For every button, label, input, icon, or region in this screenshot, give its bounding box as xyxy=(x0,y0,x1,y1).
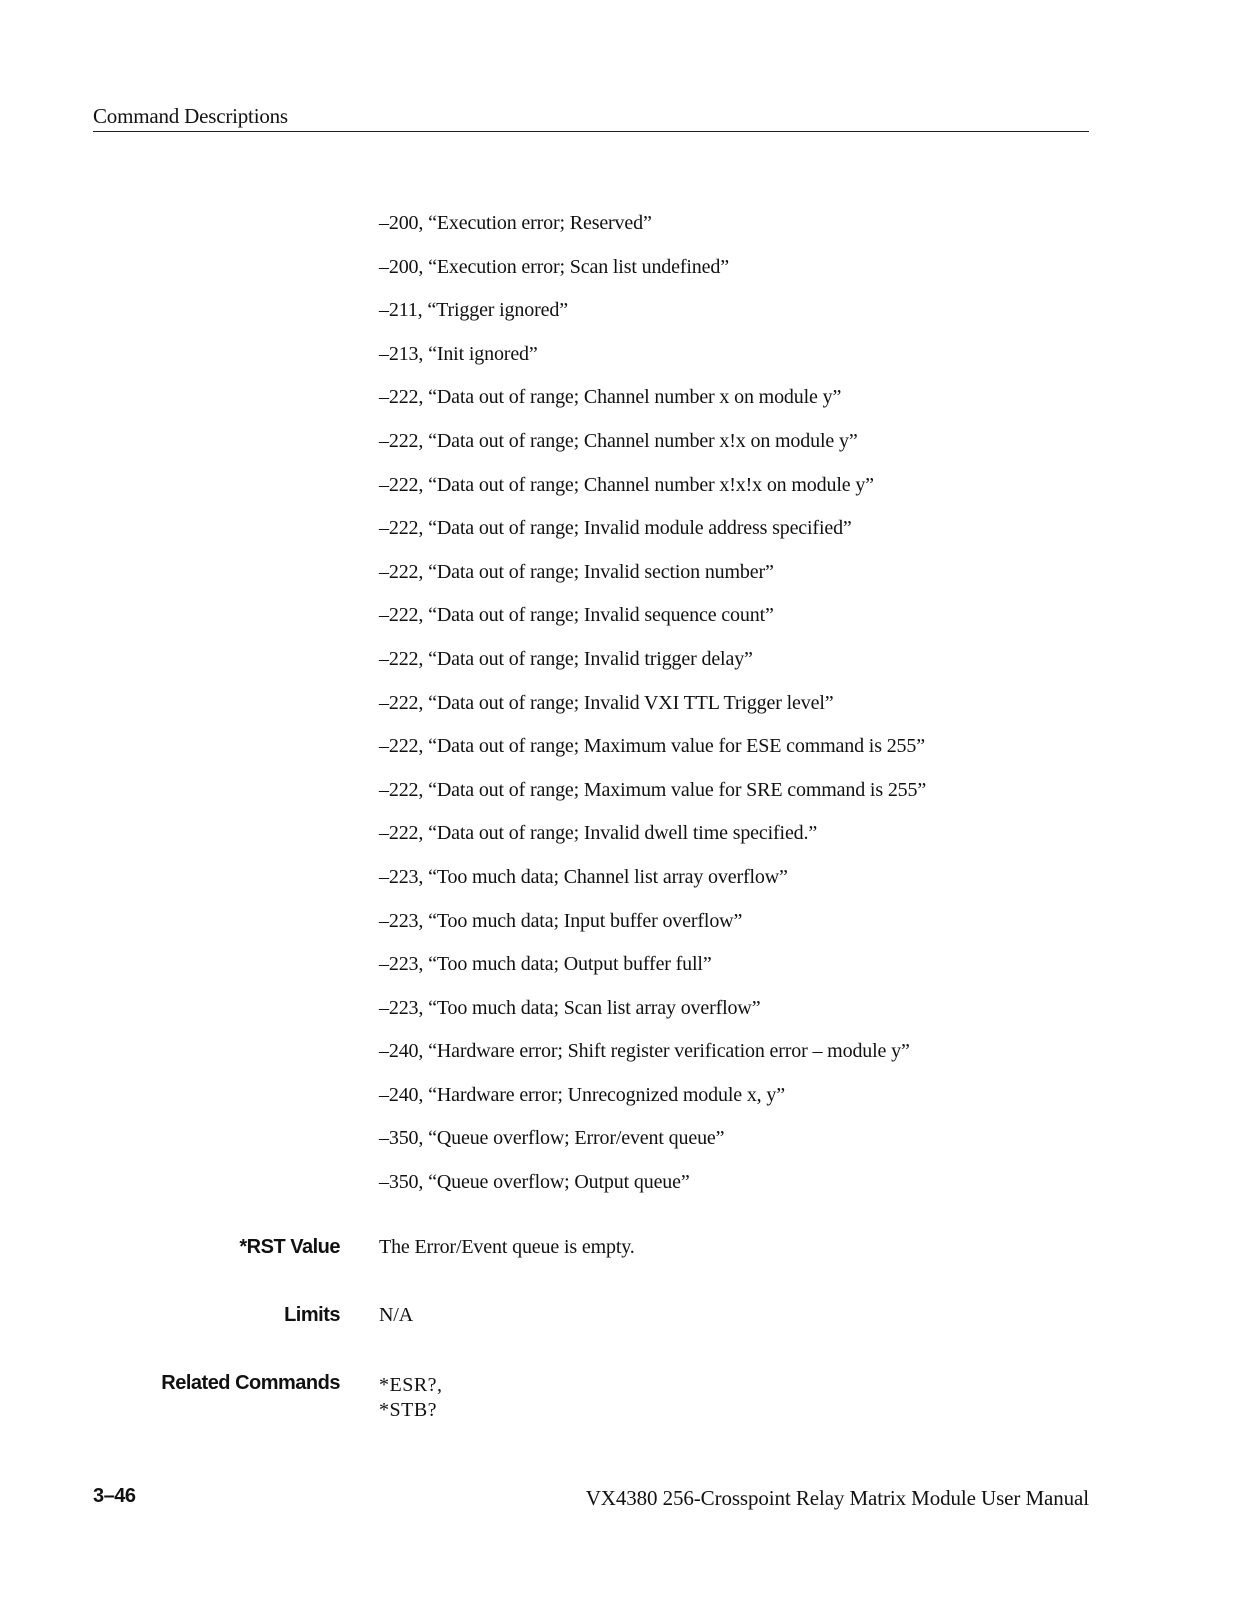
error-message-list xyxy=(379,209,926,1212)
related-command: *ESR?, xyxy=(379,1374,443,1396)
error-message-item: –223, “Too much data; Input buffer overflow” xyxy=(379,909,743,932)
error-message-item: –350, “Queue overflow; Error/event queue” xyxy=(379,1127,725,1150)
error-message-item: –222, “Data out of range; Invalid sequence count” xyxy=(379,604,774,627)
rst-value-label: *RST Value xyxy=(239,1236,340,1258)
error-message-item: –222, “Data out of range; Invalid VXI TTL Trigger level” xyxy=(379,691,834,714)
page-number: 3–46 xyxy=(93,1485,136,1507)
error-message-item: –222, “Data out of range; Invalid module address specified” xyxy=(379,517,852,540)
error-message-item: –223, “Too much data; Output buffer full” xyxy=(379,953,712,976)
error-message-item: –222, “Data out of range; Invalid dwell time specified.” xyxy=(379,822,818,845)
error-message-item: –222, “Data out of range; Maximum value for SRE command is 255” xyxy=(379,778,927,801)
error-message-item: –240, “Hardware error; Unrecognized module x, y” xyxy=(379,1083,785,1106)
error-message-item: –222, “Data out of range; Maximum value for ESE command is 255” xyxy=(379,735,925,758)
error-message-item: –222, “Data out of range; Channel number x!x on module y” xyxy=(379,429,858,452)
header-rule xyxy=(93,131,1089,132)
rst-value-text: The Error/Event queue is empty. xyxy=(379,1236,635,1258)
error-message-item: –240, “Hardware error; Shift register verification error – module y” xyxy=(379,1040,910,1063)
error-message-item: –222, “Data out of range; Invalid trigger delay” xyxy=(379,647,753,670)
error-message-item: –222, “Data out of range; Invalid section number” xyxy=(379,560,774,583)
limits-text: N/A xyxy=(379,1304,413,1326)
error-message-item: –200, “Execution error; Scan list undefined” xyxy=(379,255,729,278)
error-message-item: –222, “Data out of range; Channel number x on module y” xyxy=(379,386,842,409)
related-command: *STB? xyxy=(379,1399,438,1421)
related-commands-label: Related Commands xyxy=(161,1372,340,1394)
limits-label: Limits xyxy=(284,1304,340,1326)
error-message-item: –213, “Init ignored” xyxy=(379,342,538,365)
manual-title: VX4380 256-Crosspoint Relay Matrix Module User Manual xyxy=(585,1486,1089,1510)
error-message-item: –223, “Too much data; Channel list array overflow” xyxy=(379,865,788,888)
error-message-item: –211, “Trigger ignored” xyxy=(379,299,568,322)
error-message-item: –350, “Queue overflow; Output queue” xyxy=(379,1171,690,1194)
error-message-item: –222, “Data out of range; Channel number x!x!x on module y” xyxy=(379,473,874,496)
running-header: Command Descriptions xyxy=(93,104,288,128)
error-message-item: –200, “Execution error; Reserved” xyxy=(379,212,652,234)
related-commands-list xyxy=(379,1373,443,1423)
error-message-item: –223, “Too much data; Scan list array overflow” xyxy=(379,996,761,1019)
